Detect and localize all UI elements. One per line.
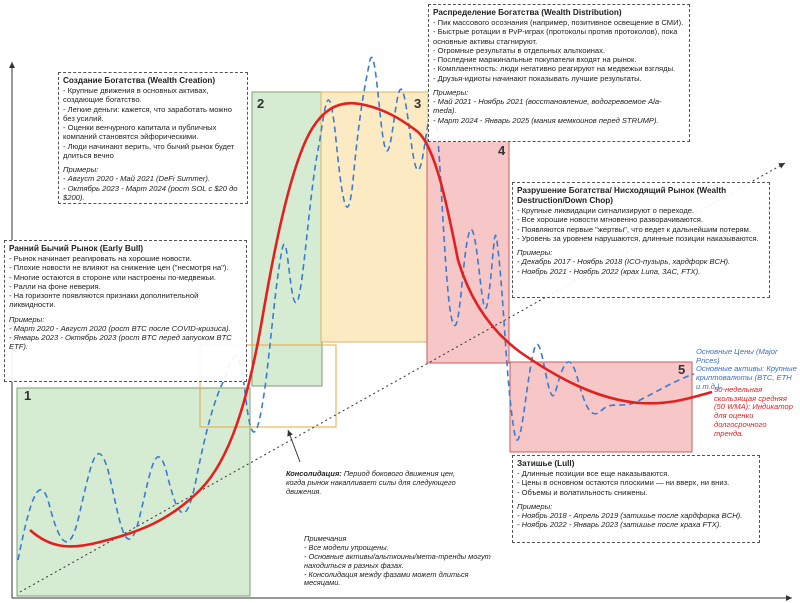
- note-example: - Ноябрь 2018 - Апрель 2019 (затишье после хардфорка BCH).: [517, 511, 743, 520]
- note-example: - Ноябрь 2022 - Январь 2023 (затишье после краха FTX).: [517, 520, 722, 530]
- note-bullet: - Легкие деньги: кажется, что заработать можно без усилий.: [63, 104, 232, 123]
- note-example: - Май 2021 - Ноябрь 2021 (восстановление, водогревоемое Ala-meda).: [433, 97, 662, 116]
- note-example: - Октябрь 2023 - Март 2024 (рост SOL с $20 до $200).: [63, 183, 238, 202]
- remarks: [304, 535, 500, 588]
- phase-number-2: 2: [257, 96, 265, 111]
- note-wealth-creation: [58, 72, 248, 204]
- remarks-line: - Консолидация между фазами может длиться месяцами.: [304, 569, 469, 588]
- note-example: - Декабрь 2017 - Ноябрь 2018 (ICO-пузырь, хардфорк BCH).: [517, 257, 731, 267]
- note-examples-label: Примеры:: [9, 314, 45, 324]
- remarks-title: Примечания: [304, 534, 347, 543]
- note-bullet: - Крупные ликвидации сигнализируют о переходе.: [517, 206, 695, 215]
- note-bullet: - Рынок начинает реагировать на хорошие новости.: [9, 254, 192, 263]
- note-bullet: - Все хорошие новости мгновенно разворачиваются.: [517, 215, 704, 225]
- note-wealth-distribution: [428, 4, 690, 142]
- consolidation-label: [286, 470, 470, 497]
- note-bullet: - Быстрые ротации в PvP-играх (протоколы против протоколов), пока основные активы стагнируют.: [433, 27, 678, 46]
- legend-main-prices-text: Основные Цены (Major Prices): [696, 347, 778, 365]
- phase-number-5: 5: [678, 362, 686, 377]
- consolidation-title: Консолидация:: [286, 469, 342, 478]
- note-bullet: - Уровень за уровнем нарушаются, длинные позиции наказываются.: [517, 233, 759, 243]
- note-example: - Август 2020 - Май 2021 (DeFi Summer).: [63, 174, 211, 184]
- consolidation-text: Период бокового движения цен, когда рынок накапливает силы для следующего движения.: [286, 469, 456, 496]
- note-examples-label: Примеры:: [433, 87, 469, 97]
- note-title: Распределение Богатства (Wealth Distribution): [433, 8, 622, 17]
- note-bullet: - Огромные результаты в отдельных альткоинах.: [433, 45, 606, 55]
- note-examples-label: Примеры:: [63, 165, 99, 174]
- note-examples-label: Примеры:: [517, 248, 553, 257]
- legend-ma50-text: 50-недельная скользящая средняя (50 WMA): Индикатор для оценки долгосрочного тренда.: [714, 385, 793, 438]
- phase-number-1: 1: [24, 388, 32, 403]
- note-bullet: - Плохие новости не влияют на снижение цен ("несмотря на").: [9, 263, 229, 273]
- phase-5-box: [510, 362, 692, 452]
- note-bullet: - Крупные движения в основных активах, создающие богатство.: [63, 86, 209, 105]
- note-bullet: - Пик массового осознания (например, позитивное освещение в СМИ).: [433, 18, 684, 27]
- note-example: - Март 2020 - Август 2020 (рост BTC после COVID-кризиса).: [9, 323, 231, 333]
- note-bullet: - Оценки венчурного капитала и публичных компаний становятся эйфорическими.: [63, 123, 217, 142]
- note-bullet: - Появляются первые "жертвы", что ведет к дальнейшим потерям.: [517, 224, 751, 234]
- note-early-bull: [4, 240, 247, 382]
- remarks-line: - Основные активы/альткоины/мета-тренды могут находиться в разных фазах.: [304, 551, 491, 570]
- consolidation-arrow: [288, 430, 300, 462]
- note-bullet: - Длинные позиции все еще наказываются.: [517, 469, 670, 478]
- note-example: - Ноябрь 2021 - Ноябрь 2022 (крах Luna, 3AC, FTX).: [517, 266, 701, 276]
- note-bullet: - Друзья-идиоты начинают показывать лучшие результаты.: [433, 73, 642, 83]
- note-examples-label: Примеры:: [517, 501, 553, 511]
- note-title: Создание Богатства (Wealth Creation): [63, 76, 216, 85]
- note-title: Разрушение Богатства/ Нисходящий Рынок (Wealth Destruction/Down Chop): [517, 186, 727, 205]
- note-example: - Март 2024 - Январь 2025 (мания мемкоинов перед STRUMP).: [433, 115, 659, 125]
- phase-1-box: [17, 388, 250, 596]
- note-bullet: - Ралли на фоне неверия.: [9, 281, 101, 291]
- legend-altcoins-text: Основные активы: Крупные криптовалюты (BTC, ETH и т.д.).: [696, 364, 797, 391]
- legend-ma50: [714, 386, 796, 438]
- note-wealth-destruction: [512, 182, 770, 298]
- remarks-line: - Все модели упрощены.: [304, 542, 389, 552]
- note-bullet: - На горизонте появляются признаки дополнительной ликвидности.: [9, 291, 199, 310]
- note-bullet: - Цены в основном остаются плоскими — ни вверх, ни вниз.: [517, 478, 730, 488]
- note-example: - Январь 2023 - Октябрь 2023 (рост BTC перед запуском BTC ETF).: [9, 333, 232, 352]
- note-lull: [512, 455, 760, 543]
- phase-number-4: 4: [498, 143, 506, 158]
- note-bullet: - Комплаентность: люди негативно реагируют на медвежьи взгляды.: [433, 64, 676, 74]
- phase-3-box: [321, 92, 428, 342]
- note-bullet: - Многие остаются в стороне или настроены по-медвежьи.: [9, 272, 217, 282]
- note-title: Ранний Бычий Рынок (Early Bull): [9, 244, 144, 253]
- note-bullet: - Последние маржинальные покупатели входят на рынок.: [433, 55, 637, 64]
- phase-2-box: [252, 92, 322, 386]
- note-title: Затишье (Lull): [517, 459, 575, 468]
- phase-number-3: 3: [414, 96, 422, 111]
- note-bullet: - Люди начинают верить, что бычий рынок будет длиться вечно: [63, 141, 235, 160]
- note-bullet: - Объемы и волатильность снижены.: [517, 487, 648, 497]
